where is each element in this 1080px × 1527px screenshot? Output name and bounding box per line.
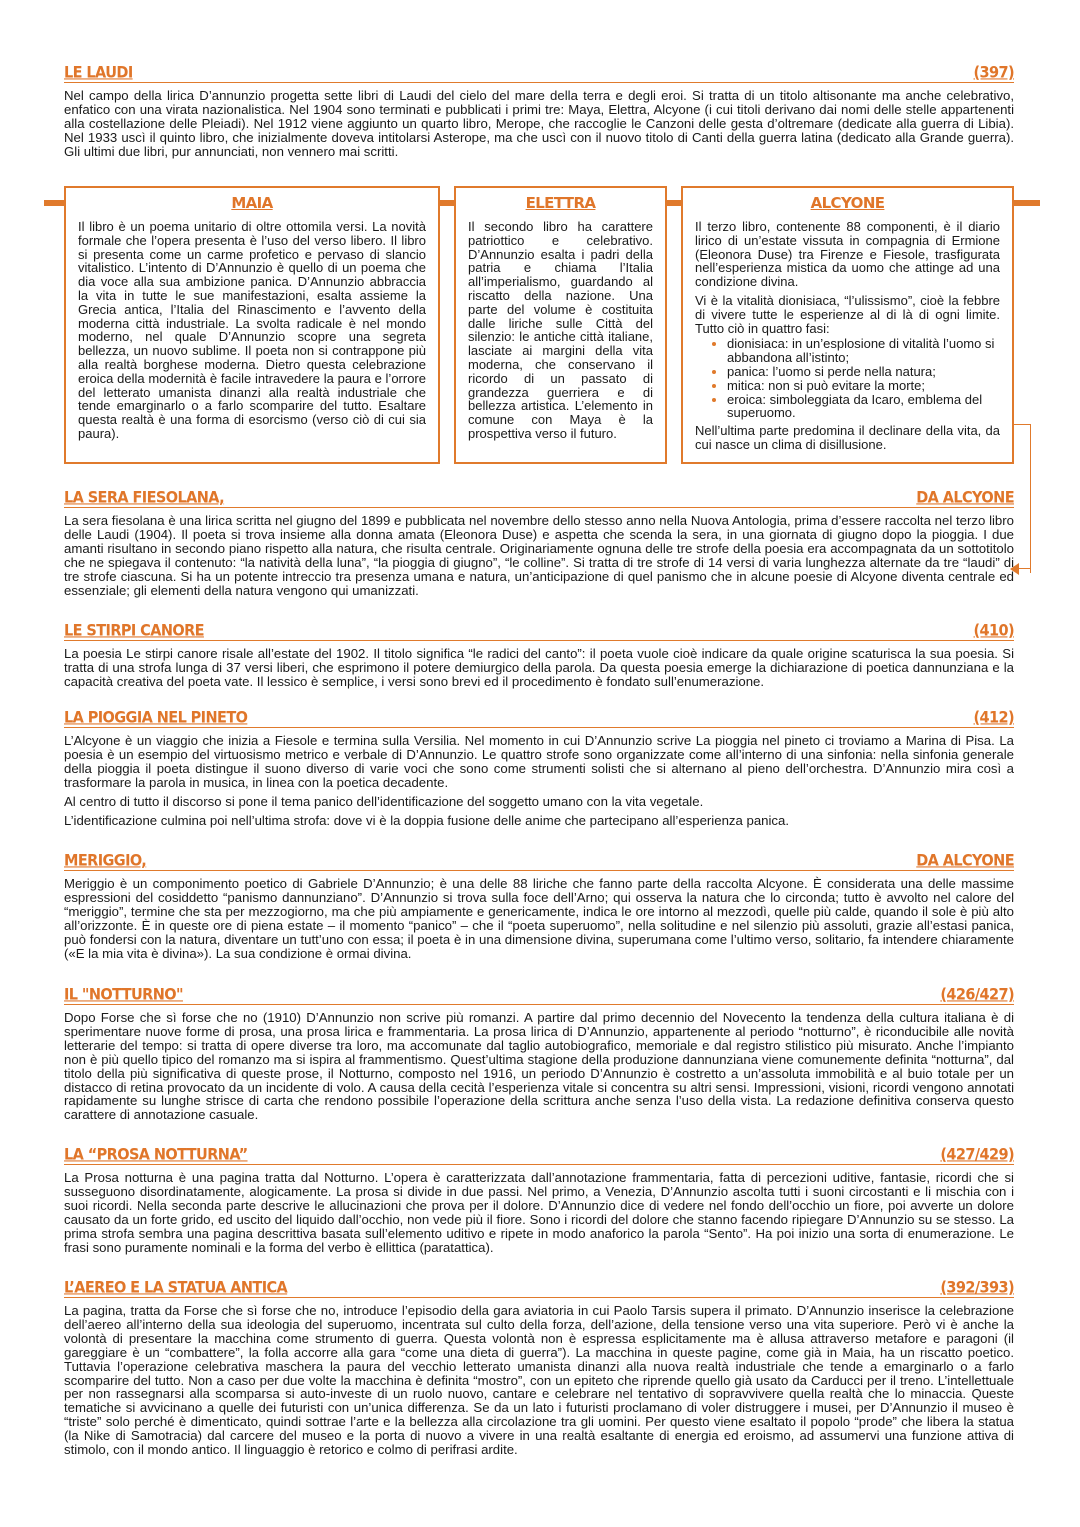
box-title: ALCYONE (810, 194, 885, 212)
section-title: IL "NOTTURNO" (64, 986, 183, 1004)
section-text: Nel campo della lirica D’annunzio progetta sette libri di Laudi del cielo del mare della terra e degli eroi. Si tratta di un titolo altisonante ma anche celebrativo, enfatico con una virata nazionalistica. Nel 1904 sono terminati e pubblicati i primi tre: Maya, Elettra, Alcyone (i cui titoli derivano dai nomi delle stelle appartenenti alla costellazione delle Pleiadi). Nel 1912 viene aggiunto un quarto libro, Merope, che raccoglie le Canzoni delle gesta d’oltremare (dedicate alla guerra di Libia). Nel 1933 uscì il quinto libro, che inizialmente doveva intitolarsi Asterope, ma che uscì con il nuovo titolo di Canti della guerra latina (dedicato alla Grande guerra). Gli ultimi due libri, pur annunciati, non vennero mai scritti. (64, 88, 1014, 159)
box-text: Nell’ultima parte predomina il declinare della vita, da cui nasce un clima di disillusione. (695, 423, 1000, 452)
page-reference: DA ALCYONE (916, 852, 1014, 870)
section-header (64, 62, 1014, 83)
section-stirpi-canore (64, 620, 1014, 689)
section-text: Al centro di tutto il discorso si pone il tema panico dell’identificazione del soggetto umano con la vita vegetale. (64, 793, 704, 809)
section-header (64, 850, 1014, 871)
connector-line (1014, 424, 1031, 573)
section-text: L’Alcyone è un viaggio che inizia a Fiesole e termina sulla Versilia. Nel momento in cui D’Annunzio scrive La pioggia nel pineto ci troviamo a Marina di Pisa. La poesia è un esempio del virtuosismo metrico e verbale di D’Annunzio. Le quattro strofe sono organizzate come all’interno di una sinfonia: nella sinfonia generale della pioggia il poeta distingue il suono diverso di varie voci che sono come strumenti solisti che si alternano al pieno dell’orchestra. D’Annunzio mira così a trasformare la parola in musica, in linea con la poetica decadente. (64, 733, 1014, 790)
page-reference: DA ALCYONE (916, 489, 1014, 507)
section-header (64, 707, 1014, 728)
page-reference: (412) (973, 709, 1014, 727)
page-reference: (410) (973, 622, 1014, 640)
section-text: La pagina, tratta da Forse che sì forse che no, introduce l’episodio della gara aviatoria in cui Paolo Tarsis supera il primato. D’Annunzio inserisce la celebrazione dell’aereo all’interno della sua ideologia del superuomo, incentrata sul culto della forza, dell’azione, della tensione verso una vita superiore. Però vi è anche la volontà di presentare la macchina come strumento di guerra. Questa volontà non è espressa esplicitamente ma è allusa attraverso metafore e paragoni (il gareggiare è un “combattere”, la folla accorre alla gara “come una dieta di guerra”). La macchina in queste pagine, come già in Maia, ha un riscatto poetico. Tuttavia l’operazione celebrativa maschera la paura del vecchio letterato umanista dinanzi alla nuova realtà industriale che tende a emarginarlo o a farlo scomparire del tutto. Non a caso per due volte la macchina è definita “mostro”, con un epiteto che riprende quello già usato da Carducci per il treno. L’intellettuale per non rassegnarsi alla scomparsa si auto-investe di un ruolo nuovo, cantare e celebrare nel tentativo di sopravvivere quella realtà che lo minaccia. Queste tematiche si avvicinano a quelle dei futuristi con un’unica differenza. Se da un lato i futuristi proclamano di voler distruggere i musei, per D’Annunzio il museo è “triste” solo perché è dimenticato, quindi sottrae l’arte e la bellezza alla circolazione tra gli uomini. Per questo viene esaltato il popolo “prode” che libera la statua (la Nike di Samotracia) dal carcere del museo e la porta di nuovo a vivere in una realtà esaltante di energia ed eroismo, ad assumervi una funzione attiva di stimolo, con il mondo antico. Il linguaggio è retorico e colmo di perifrasi ardite. (64, 1303, 1014, 1458)
phases-list (695, 337, 1012, 420)
box-title: MAIA (231, 194, 273, 212)
section-header (64, 487, 1014, 508)
section-title: LE STIRPI CANORE (64, 622, 204, 640)
section-laudi (64, 62, 1014, 159)
box-alcyone (681, 186, 1014, 464)
section-text: La Prosa notturna è una pagina tratta dal Notturno. L’opera è caratterizzata dall’annotazione frammentaria, fatta di percezioni uditive, fantasie, ricordi che si susseguono disordinatamente, alogicamente. La prosa si divide in due passi. Nel primo, a Venezia, D’Annunzio ascolta tutti i suoni circostanti e li mischia con i suoi ricordi. Nella seconda parte descrive le allucinazioni che prova per il dolore. D’Annunzio dice di vedere nel fondo dell’occhio un fiore, poi avverte un dolore causato da un forte grido, ed uscito del liquido dall’occhio, non vede più il fiore. Sono i ricordi del dolore che stanno facendo ripiegare D’Annunzio su se stesso. La prima strofa sembra una pagina descrittiva basata sull’elemento uditivo e ripete in modo anaforico la parola “Sento”. Ha poi inizio una sorta di enumerazione. Le frasi sono puramente nominali e la forma del verbo è ellittica (paratattica). (64, 1170, 1014, 1255)
right-accent-bar (1014, 200, 1040, 206)
section-pioggia-pineto (64, 707, 1014, 827)
section-header (64, 984, 1014, 1005)
page-reference: (397) (973, 64, 1014, 82)
section-aereo-statua (64, 1277, 1014, 1457)
section-title: MERIGGIO, (64, 852, 147, 870)
connector-bar (440, 200, 454, 206)
section-text: Dopo Forse che sì forse che no (1910) D’Annunzio non scrive più romanzi. A partire dal primo decennio del Novecento la tendenza della cultura italiana è di sperimentare nuove forme di prosa, una prosa lirica e frammentaria. La prosa lirica di D’Annunzio, appartenente al periodo “notturno”, è riconducibile alle novità letterarie del tempo: si tratta di opere diverse tra loro, ma accomunate dal taglio autobiografico, memoriale e dal registro stilistico più misurato. Anche l’impianto non è più quello tipico del romanzo ma si ispira al frammentismo. Quest’ultima stagione della produzione dannunziana viene comunemente definita “notturna”, dal titolo della più significativa di queste prose, il Notturno, composto nel 1916, un periodo D’Annunzio è costretto a un’assoluta immobilità e al buio totale per un distacco di retina provocato da un incidente di volo. A causa della cecità l’esperienza vitale si concentra su altri sensi. Impressioni, visioni, ricordi vengono annotati rapidamente su lunghe strisce di carta che rendono possibile l’operazione della scrittura anche senza l’uso della vista. La redazione definitiva conserva questo carattere di annotazione casuale. (64, 1010, 1014, 1123)
box-text: Il libro è un poema unitario di oltre ottomila versi. La novità formale che l’opera presenta è l’uso del verso libero. Il libro si presenta come un carme profetico e pervaso di slancio vitalistico. L’intento di D’Annunzio è quello di un poema che dia voce alla sua ambizione panica. D’Annunzio abbraccia la vita in tutte le sue manifestazioni, esalta assieme la Grecia antica, l’Italia del Rinascimento e l’avvento della moderna città industriale. La svolta radicale è nel mondo moderno, nel quale D’Annunzio scopre una segreta bellezza, un nuovo sublime. Il poeta non si contrappone più alla realtà borghese moderna. Dietro questa celebrazione eroica della modernità è facile intravedere la paura e l’orrore del letterato umanista dinanzi alla realtà industriale che tende emarginarlo o a farlo scomparire del tutto. Esaltare questa realtà è una forma di esorcismo (verso ciò di cui sia paura). (78, 219, 426, 441)
section-sera-fiesolana (64, 487, 1014, 597)
page-reference: (392/393) (940, 1279, 1014, 1297)
section-text: Meriggio è un componimento poetico di Gabriele D’Annunzio; è una delle 88 liriche che fanno parte della raccolta Alcyone. È considerata una delle massime espressioni del cosiddetto “panismo dannunziano”. D’Annunzio si trova sulla foce dell’Arno; qui osserva la natura che lo circonda; tutto è avvolto nel calore del “meriggio”, termine che sta per mezzogiorno, ma che più ampiamente e genericamente, indica le ore intorno al mezzodì, quelle più calde, quando il sole è più alto all’orizzonte. È in queste ore di piena estate – il momento “panico” – che il “poeta superuomo”, nella solitudine e nel silenzio più assoluti, grazie all’estasi panica, può fondersi con la natura, diventare un tutt’uno con essa; il poeta è in una dimensione divina, superumana come l’ultimo verso, solitario, fa intendere chiaramente («E la mia vita è divina»). La sua condizione è ormai divina. (64, 876, 1014, 961)
list-item: • mitica: non si può evitare la morte; (727, 379, 1012, 393)
box-text: Vi è la vitalità dionisiaca, “l’ulissismo”, cioè la febbre di vivere tutte le esperienze al di là di ogni limite. Tutto ciò in quattro fasi: (695, 292, 1000, 336)
box-maia (64, 186, 440, 464)
section-header (64, 1144, 1014, 1165)
section-title: LE LAUDI (64, 64, 133, 82)
box-text: Il terzo libro, contenente 88 componenti, è il diario lirico di un’estate vissuta in compagnia di Ermione (Eleonora Duse) tra Firenze e Fiesole, trasfigurata nell’esperienza mistica da uomo che attinge ad una condizione divina. (695, 219, 1000, 290)
section-title: L’AEREO E LA STATUA ANTICA (64, 1279, 288, 1297)
page-reference: (427/429) (940, 1146, 1014, 1164)
list-item: • panica: l’uomo si perde nella natura; (727, 365, 1012, 379)
list-item: • eroica: simboleggiata da Icaro, emblema del superuomo. (727, 393, 1012, 421)
section-prosa-notturna (64, 1144, 1014, 1254)
box-elettra (454, 186, 667, 464)
page-reference: (426/427) (940, 986, 1014, 1004)
section-title: LA “PROSA NOTTURNA” (64, 1146, 248, 1164)
connector-bar (667, 200, 681, 206)
box-title: ELETTRA (525, 194, 596, 212)
box-text: Il secondo libro ha carattere patriottico e celebrativo. D’Annunzio esalta i padri della patria e chiama l’Italia all’imperialismo, guardando al riscatto della nazione. Una parte del volume è costituita dalle liriche sulle Città del silenzio: le antiche città italiane, lasciate ai margini della vita moderna, che conservano il ricordo di un passato di grandezza guerriera e di bellezza artistica. L’elemento in comune con Maya è la prospettiva verso il futuro. (468, 219, 653, 441)
section-text: La poesia Le stirpi canore risale all’estate del 1902. Il titolo significa “le radici del canto”: il poeta vuole cioè indicare da quale origine scaturisca la sua poesia. Si tratta di una strofa lunga di 37 versi liberi, che esprimono il potere demiurgico della parola. Da questa poesia emerge la dichiarazione di poetica dannunziana e la capacità creativa del poeta vate. Il lessico è semplice, i versi sono brevi ed il procedimento è fondato sull’enumerazione. (64, 646, 1014, 689)
list-item: • dionisiaca: in un’esplosione di vitalità l’uomo si abbandona all’istinto; (727, 337, 1012, 365)
section-meriggio (64, 850, 1014, 960)
section-header (64, 620, 1014, 641)
left-accent-bar (44, 200, 64, 206)
section-header (64, 1277, 1014, 1298)
section-title: LA PIOGGIA NEL PINETO (64, 709, 248, 727)
section-text: La sera fiesolana è una lirica scritta nel giugno del 1899 e pubblicata nel novembre dello stesso anno nella Nuova Antologia, prima d’essere raccolta nel terzo libro delle Laudi (1904). Il poeta si trova insieme alla donna amata (Eleonora Duse) e aspetta che scenda la sera, in una giornata di giugno dopo la pioggia. I due amanti risultano in secondo piano rispetto alla natura, che risulta centrale. Originariamente ognuna delle tre strofe della poesia era accompagnata da un sottotitolo che ne spiegava il contenuto: “la natività della luna”, “la pioggia di giugno”, “le colline”. Si tratta di tre strofe di 14 versi di varia lunghezza alternate da tre “laudi” di tre strofe ciascuna. Si ha un potente intreccio tra presenza umana e natura, un’anticipazione di quel panismo che in alcune poesie di Alcyone diventa centrale ed essenziale; gli elementi della natura vengono qui umanizzati. (64, 513, 1014, 598)
section-title: LA SERA FIESOLANA, (64, 489, 225, 507)
section-text: L’identificazione culmina poi nell’ultima strofa: dove vi è la doppia fusione delle anime che partecipano all’esperienza panica. (64, 812, 790, 828)
section-notturno (64, 984, 1014, 1122)
